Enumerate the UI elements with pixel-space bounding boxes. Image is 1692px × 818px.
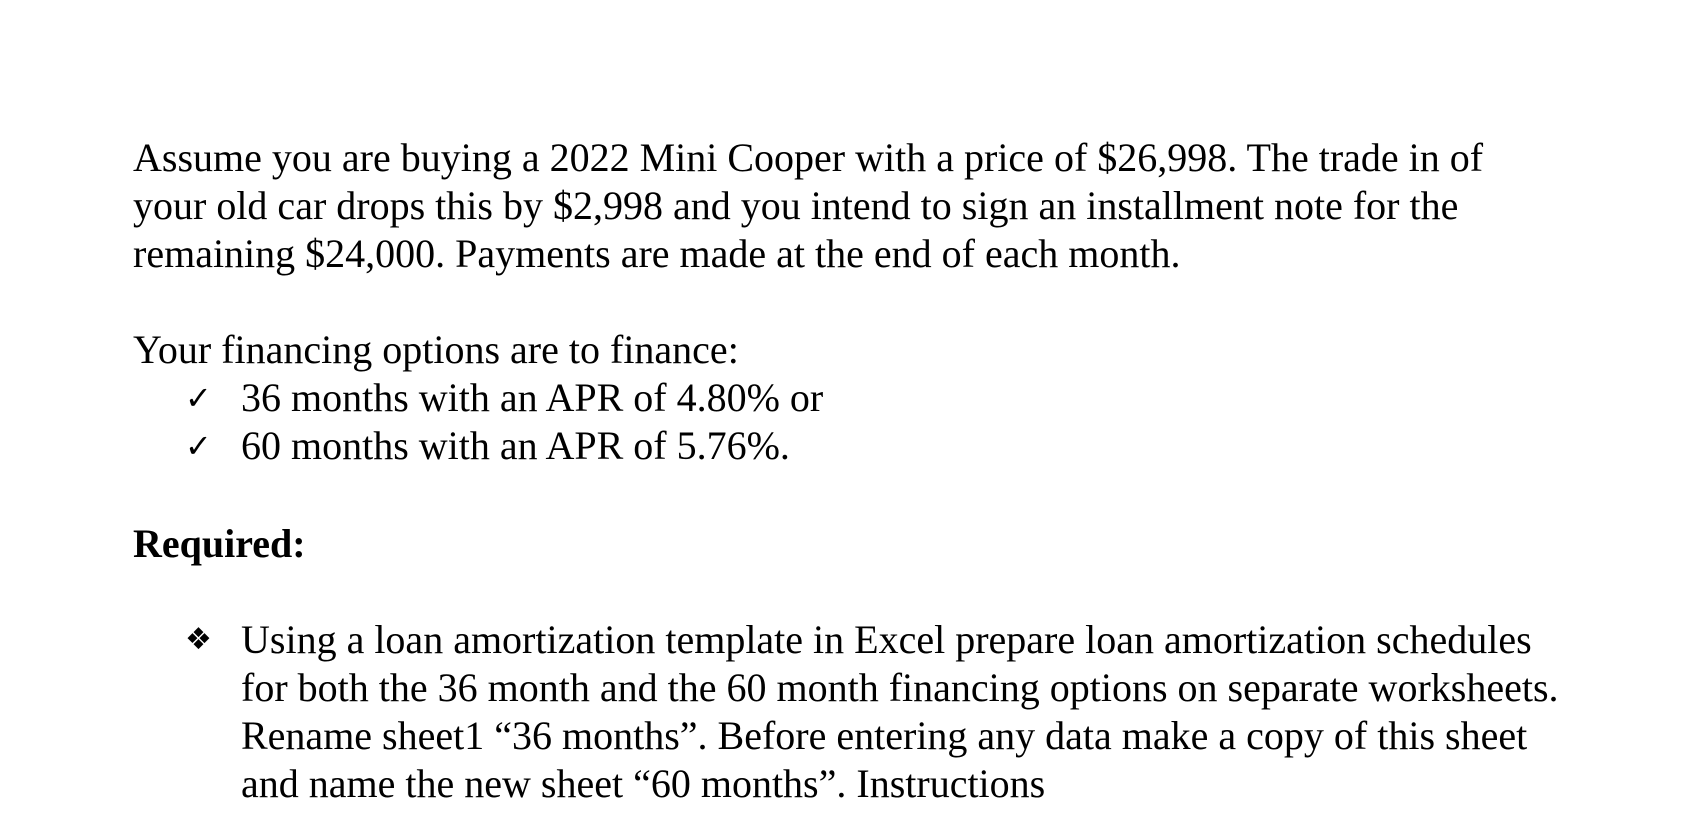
list-item [133,422,1563,470]
financing-options-list [133,374,1563,470]
check-icon: ✓ [185,427,212,465]
required-text: Using a loan amortization template in Excel prepare loan amortization schedules for both the 36 month and the 60 month financing options on separate worksheets. Rename sheet1 “36 months”. Before entering any data make a copy of this sheet and name the new sheet “60 months”. Instructions [241,617,1559,806]
required-heading: Required: [133,521,306,566]
check-icon: ✓ [185,379,212,417]
required-list [133,616,1563,808]
option-text: 60 months with an APR of 5.76%. [241,423,790,468]
list-item [133,374,1563,422]
financing-options-heading: Your financing options are to finance: [133,327,739,372]
intro-paragraph: Assume you are buying a 2022 Mini Cooper with a price of $26,998. The trade in of your old car drops this by $2,998 and you intend to sign an installment note for the remaining $24,000. Payments are made at the end of each month. [133,135,1484,276]
option-text: 36 months with an APR of 4.80% or [241,375,824,420]
list-item [133,616,1563,808]
four-diamond-icon: ❖ [185,622,212,657]
